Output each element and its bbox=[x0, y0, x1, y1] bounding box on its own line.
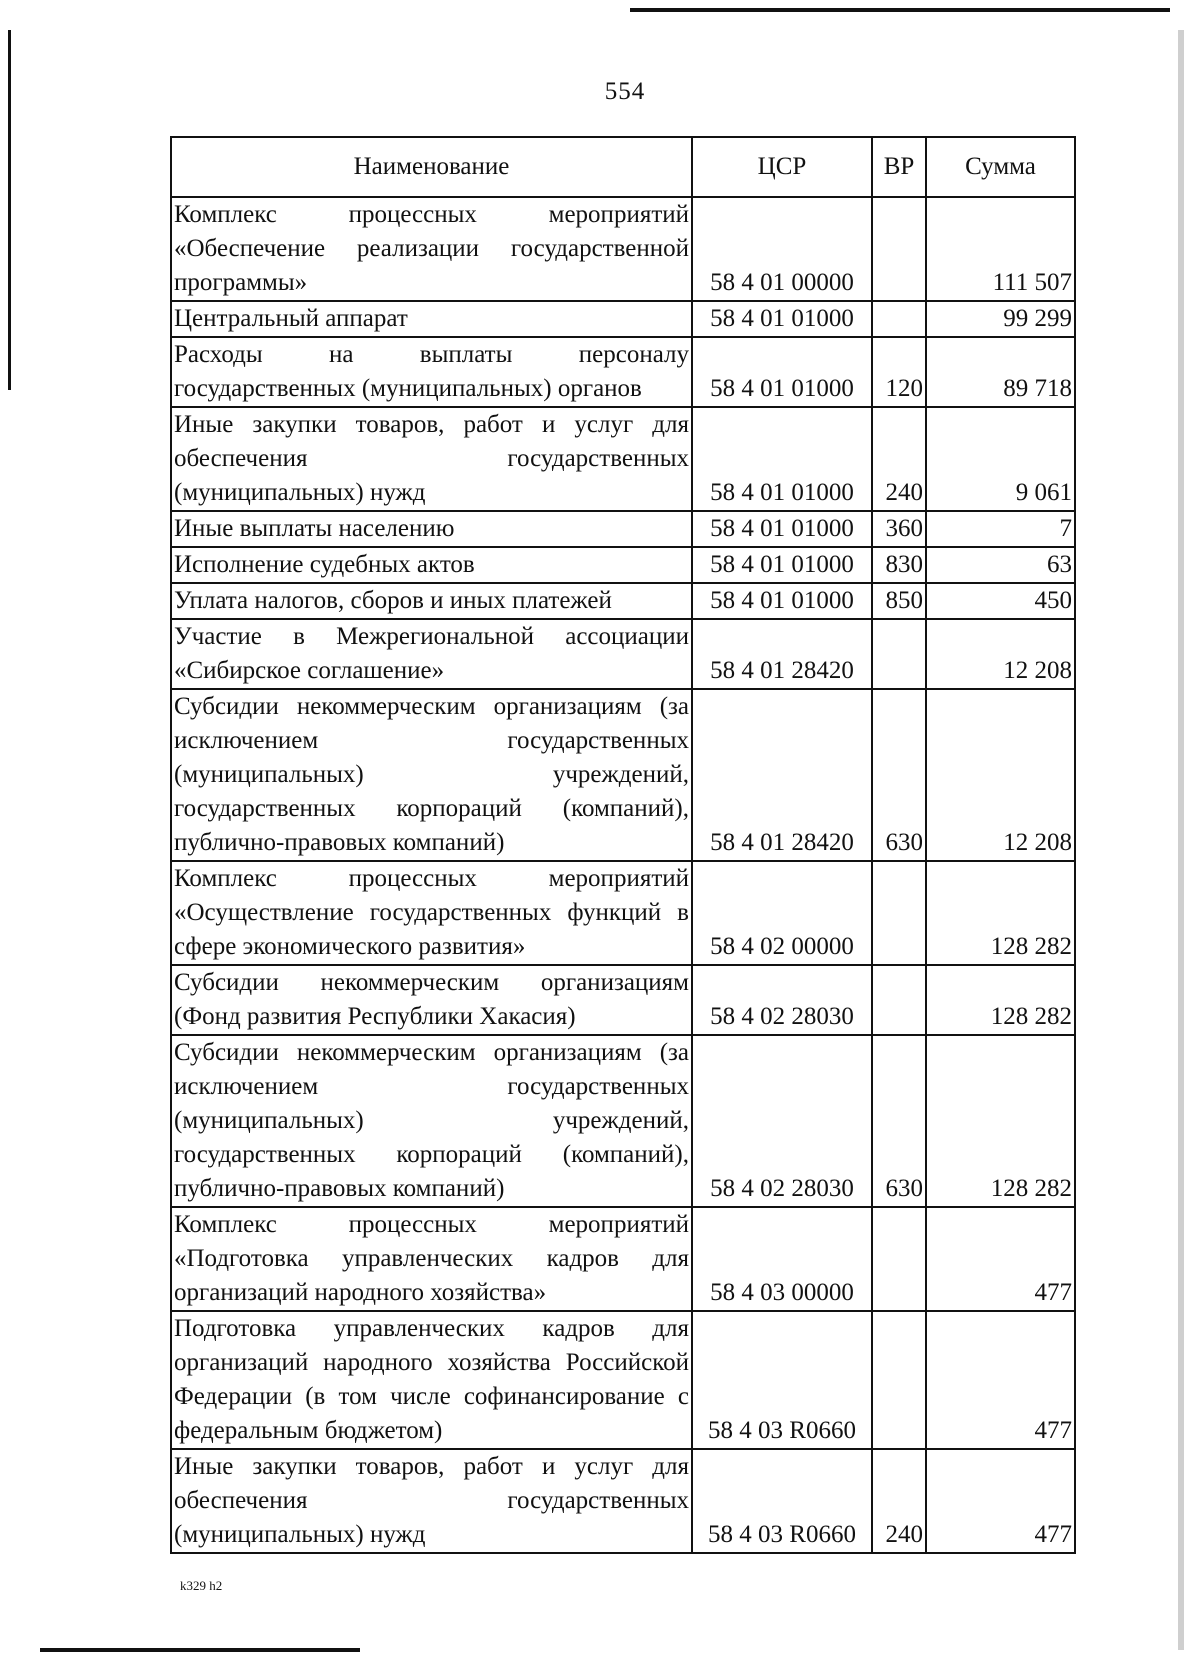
cell-name: Иные закупки товаров, работ и услуг для обеспечения государственных (муниципальных) нужд bbox=[171, 407, 692, 511]
cell-vr: 120 bbox=[872, 337, 926, 407]
table-row bbox=[171, 965, 1075, 1035]
scan-edge-bottom bbox=[40, 1648, 360, 1652]
budget-table bbox=[170, 136, 1076, 1554]
cell-csr: 58 4 01 28420 bbox=[692, 619, 872, 689]
page-number: 554 bbox=[604, 78, 646, 105]
cell-csr: 58 4 01 00000 bbox=[692, 197, 872, 301]
cell-vr: 630 bbox=[872, 1035, 926, 1207]
cell-sum: 12 208 bbox=[926, 619, 1075, 689]
cell-sum: 7 bbox=[926, 511, 1075, 547]
cell-vr bbox=[872, 861, 926, 965]
cell-vr bbox=[872, 197, 926, 301]
cell-sum: 477 bbox=[926, 1449, 1075, 1553]
table-row bbox=[171, 337, 1075, 407]
table-row bbox=[171, 1449, 1075, 1553]
cell-csr: 58 4 01 01000 bbox=[692, 337, 872, 407]
cell-csr: 58 4 01 01000 bbox=[692, 583, 872, 619]
cell-csr: 58 4 02 28030 bbox=[692, 965, 872, 1035]
table-row bbox=[171, 1035, 1075, 1207]
cell-vr bbox=[872, 301, 926, 337]
cell-sum: 111 507 bbox=[926, 197, 1075, 301]
cell-csr: 58 4 03 R0660 bbox=[692, 1449, 872, 1553]
table-row bbox=[171, 861, 1075, 965]
header-name: Наименование bbox=[171, 137, 692, 197]
cell-name: Расходы на выплаты персоналу государственных (муниципальных) органов bbox=[171, 337, 692, 407]
cell-vr bbox=[872, 1311, 926, 1449]
cell-name: Субсидии некоммерческим организациям (за исключением государственных (муниципальных) учреждений, государственных корпораций (компаний), публично-правовых компаний) bbox=[171, 1035, 692, 1207]
cell-sum: 477 bbox=[926, 1207, 1075, 1311]
header-vr: ВР bbox=[872, 137, 926, 197]
header-csr: ЦСР bbox=[692, 137, 872, 197]
cell-name: Комплекс процессных мероприятий «Обеспечение реализации государственной программы» bbox=[171, 197, 692, 301]
cell-vr bbox=[872, 619, 926, 689]
cell-csr: 58 4 01 01000 bbox=[692, 511, 872, 547]
table-row bbox=[171, 1311, 1075, 1449]
cell-csr: 58 4 03 00000 bbox=[692, 1207, 872, 1311]
header-sum: Сумма bbox=[926, 137, 1075, 197]
cell-sum: 9 061 bbox=[926, 407, 1075, 511]
cell-sum: 128 282 bbox=[926, 861, 1075, 965]
table-row bbox=[171, 407, 1075, 511]
cell-vr bbox=[872, 1207, 926, 1311]
cell-sum: 12 208 bbox=[926, 689, 1075, 861]
cell-name: Иные выплаты населению bbox=[171, 511, 692, 547]
cell-csr: 58 4 02 28030 bbox=[692, 1035, 872, 1207]
table-row bbox=[171, 197, 1075, 301]
table-row bbox=[171, 1207, 1075, 1311]
table-row bbox=[171, 301, 1075, 337]
cell-sum: 99 299 bbox=[926, 301, 1075, 337]
cell-csr: 58 4 03 R0660 bbox=[692, 1311, 872, 1449]
table-header-row bbox=[171, 137, 1075, 197]
cell-sum: 128 282 bbox=[926, 1035, 1075, 1207]
cell-sum: 89 718 bbox=[926, 337, 1075, 407]
cell-csr: 58 4 02 00000 bbox=[692, 861, 872, 965]
scan-edge-top bbox=[630, 8, 1170, 12]
scan-edge-right bbox=[1178, 30, 1184, 1650]
cell-vr: 830 bbox=[872, 547, 926, 583]
cell-vr: 240 bbox=[872, 1449, 926, 1553]
cell-name: Центральный аппарат bbox=[171, 301, 692, 337]
cell-csr: 58 4 01 01000 bbox=[692, 407, 872, 511]
cell-name: Участие в Межрегиональной ассоциации «Сибирское соглашение» bbox=[171, 619, 692, 689]
cell-sum: 63 bbox=[926, 547, 1075, 583]
table-row bbox=[171, 547, 1075, 583]
cell-name: Исполнение судебных актов bbox=[171, 547, 692, 583]
cell-vr: 240 bbox=[872, 407, 926, 511]
cell-name: Уплата налогов, сборов и иных платежей bbox=[171, 583, 692, 619]
cell-vr: 850 bbox=[872, 583, 926, 619]
cell-name: Комплекс процессных мероприятий «Осуществление государственных функций в сфере экономического развития» bbox=[171, 861, 692, 965]
cell-name: Иные закупки товаров, работ и услуг для обеспечения государственных (муниципальных) нужд bbox=[171, 1449, 692, 1553]
cell-sum: 450 bbox=[926, 583, 1075, 619]
table-row bbox=[171, 619, 1075, 689]
cell-sum: 477 bbox=[926, 1311, 1075, 1449]
cell-csr: 58 4 01 01000 bbox=[692, 301, 872, 337]
cell-vr: 630 bbox=[872, 689, 926, 861]
cell-name: Субсидии некоммерческим организациям (за исключением государственных (муниципальных) учреждений, государственных корпораций (компаний), публично-правовых компаний) bbox=[171, 689, 692, 861]
cell-csr: 58 4 01 28420 bbox=[692, 689, 872, 861]
footer-code: k329 h2 bbox=[180, 1578, 223, 1593]
table-row bbox=[171, 583, 1075, 619]
cell-name: Комплекс процессных мероприятий «Подготовка управленческих кадров для организаций народного хозяйства» bbox=[171, 1207, 692, 1311]
table-row bbox=[171, 689, 1075, 861]
cell-vr: 360 bbox=[872, 511, 926, 547]
cell-name: Подготовка управленческих кадров для организаций народного хозяйства Российской Федерации (в том числе софинансирование с федеральным бюджетом) bbox=[171, 1311, 692, 1449]
cell-sum: 128 282 bbox=[926, 965, 1075, 1035]
cell-name: Субсидии некоммерческим организациям (Фонд развития Республики Хакасия) bbox=[171, 965, 692, 1035]
table-row bbox=[171, 511, 1075, 547]
cell-vr bbox=[872, 965, 926, 1035]
cell-csr: 58 4 01 01000 bbox=[692, 547, 872, 583]
